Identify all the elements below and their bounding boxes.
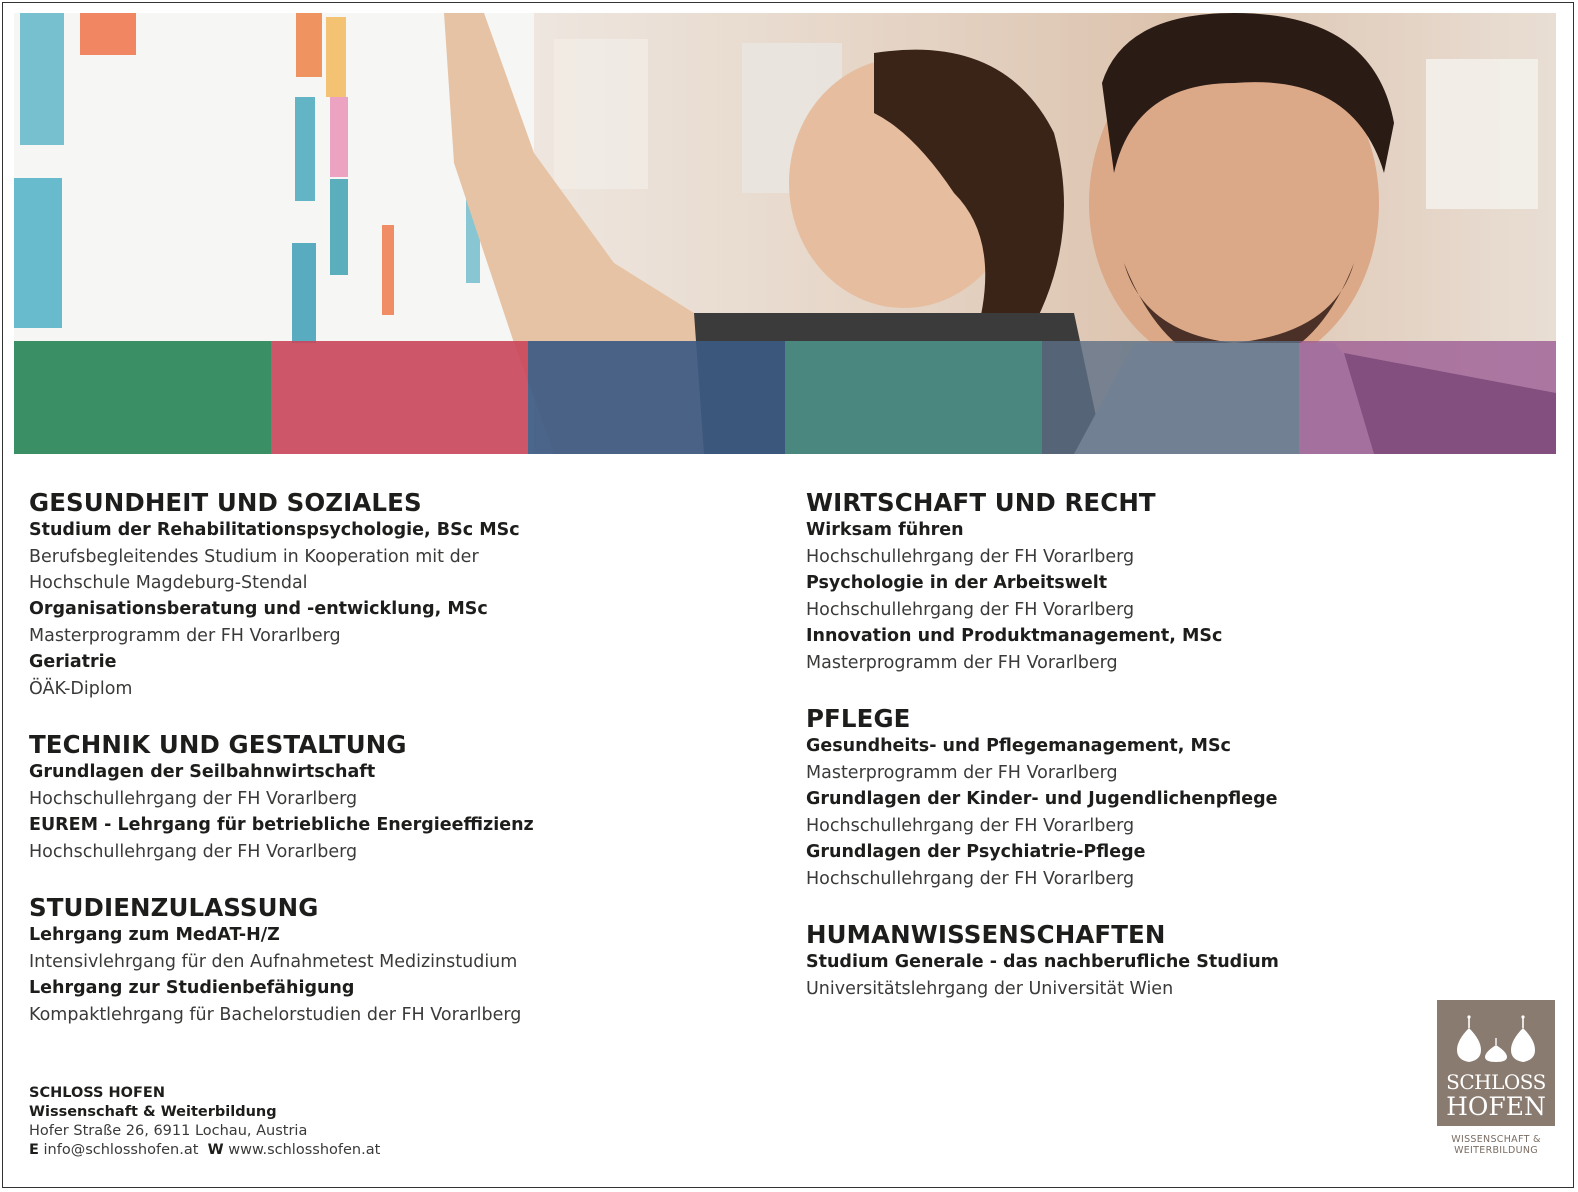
course-description: Masterprogramm der FH Vorarlberg bbox=[29, 626, 341, 646]
logo-tagline bbox=[1437, 1134, 1555, 1156]
course-description: Hochschullehrgang der FH Vorarlberg bbox=[806, 816, 1135, 836]
course-title: Lehrgang zum MedAT-H/Z bbox=[29, 925, 280, 945]
course-title: Gesundheits- und Pflegemanagement, MSc bbox=[806, 736, 1231, 756]
course-item bbox=[806, 623, 1526, 676]
course-title: Organisationsberatung und -entwicklung, MSc bbox=[29, 599, 488, 619]
course-item bbox=[29, 759, 769, 812]
right-column bbox=[806, 486, 1526, 1028]
course-title: Grundlagen der Seilbahnwirtschaft bbox=[29, 762, 376, 782]
course-description: Hochschullehrgang der FH Vorarlberg bbox=[806, 869, 1135, 889]
course-title: EUREM - Lehrgang für betriebliche Energieeffizienz bbox=[29, 815, 534, 835]
course-description: ÖÄK-Diplom bbox=[29, 679, 133, 699]
course-description: Masterprogramm der FH Vorarlberg bbox=[806, 763, 1118, 783]
footer-address: Hofer Straße 26, 6911 Lochau, Austria bbox=[29, 1123, 308, 1139]
section-studienzulassung bbox=[29, 891, 769, 1028]
course-description: Intensivlehrgang für den Aufnahmetest Medizinstudium bbox=[29, 952, 518, 972]
logo-wordmark-line1: SCHLOSS bbox=[1446, 1070, 1546, 1094]
course-description: Hochschullehrgang der FH Vorarlberg bbox=[806, 600, 1135, 620]
course-description: Hochschullehrgang der FH Vorarlberg bbox=[29, 842, 358, 862]
color-band-teal bbox=[785, 341, 1042, 454]
course-title: Psychologie in der Arbeitswelt bbox=[806, 573, 1108, 593]
course-description: Kompaktlehrgang für Bachelorstudien der FH Vorarlberg bbox=[29, 1005, 522, 1025]
web-link[interactable]: www.schlosshofen.at bbox=[228, 1142, 381, 1158]
section-title: WIRTSCHAFT UND RECHT bbox=[806, 488, 1156, 517]
footer-contact-line bbox=[29, 1141, 380, 1160]
color-band-red bbox=[271, 341, 528, 454]
course-title: Studium Generale - das nachberufliche Studium bbox=[806, 952, 1279, 972]
web-label: W bbox=[207, 1142, 224, 1158]
color-band-slate bbox=[1042, 341, 1299, 454]
schloss-hofen-logo bbox=[1437, 1000, 1555, 1126]
section-wirtschaft bbox=[806, 486, 1526, 676]
course-title: Wirksam führen bbox=[806, 520, 964, 540]
course-description: Berufsbegleitendes Studium in Kooperation mit der Hochschule Magdeburg-Stendal bbox=[29, 547, 479, 593]
header-photo bbox=[14, 13, 1556, 454]
color-band-green bbox=[14, 341, 271, 454]
course-item bbox=[806, 786, 1526, 839]
course-item bbox=[29, 649, 769, 702]
contact-footer bbox=[29, 1084, 380, 1160]
course-title: Lehrgang zur Studienbefähigung bbox=[29, 978, 355, 998]
email-link[interactable]: info@schlosshofen.at bbox=[43, 1142, 199, 1158]
section-title: PFLEGE bbox=[806, 704, 911, 733]
footer-subtitle: Wissenschaft & Weiterbildung bbox=[29, 1104, 277, 1120]
course-item bbox=[29, 922, 769, 975]
section-pflege bbox=[806, 702, 1526, 892]
course-item bbox=[29, 975, 769, 1028]
color-band-purple bbox=[1299, 341, 1556, 454]
section-technik bbox=[29, 728, 769, 865]
section-title: STUDIENZULASSUNG bbox=[29, 893, 319, 922]
course-title: Grundlagen der Kinder- und Jugendlichenpflege bbox=[806, 789, 1278, 809]
section-title: HUMANWISSENSCHAFTEN bbox=[806, 920, 1166, 949]
course-item bbox=[806, 517, 1526, 570]
course-title: Innovation und Produktmanagement, MSc bbox=[806, 626, 1223, 646]
logo-tagline-line1: WISSENSCHAFT & bbox=[1451, 1134, 1541, 1145]
course-description: Masterprogramm der FH Vorarlberg bbox=[806, 653, 1118, 673]
section-title: GESUNDHEIT UND SOZIALES bbox=[29, 488, 422, 517]
course-item bbox=[806, 733, 1526, 786]
logo-tagline-line2: WEITERBILDUNG bbox=[1454, 1145, 1538, 1156]
course-item bbox=[29, 812, 769, 865]
course-item bbox=[806, 570, 1526, 623]
color-band-strip bbox=[14, 341, 1556, 454]
course-title: Geriatrie bbox=[29, 652, 117, 672]
left-column bbox=[29, 486, 769, 1054]
section-title: TECHNIK UND GESTALTUNG bbox=[29, 730, 407, 759]
course-item bbox=[29, 596, 769, 649]
footer-org-name: SCHLOSS HOFEN bbox=[29, 1085, 165, 1101]
course-item bbox=[806, 839, 1526, 892]
logo-wordmark-line2: HOFEN bbox=[1446, 1092, 1546, 1121]
castle-towers-icon bbox=[1437, 1000, 1555, 1070]
section-humanwissenschaften bbox=[806, 918, 1526, 1002]
color-band-blue bbox=[528, 341, 785, 454]
course-item bbox=[29, 517, 769, 596]
course-description: Hochschullehrgang der FH Vorarlberg bbox=[29, 789, 358, 809]
course-title: Grundlagen der Psychiatrie-Pflege bbox=[806, 842, 1146, 862]
section-gesundheit bbox=[29, 486, 769, 702]
email-label: E bbox=[29, 1142, 39, 1158]
course-title: Studium der Rehabilitationspsychologie, BSc MSc bbox=[29, 520, 520, 540]
course-description: Universitätslehrgang der Universität Wien bbox=[806, 979, 1174, 999]
course-item bbox=[806, 949, 1526, 1002]
course-description: Hochschullehrgang der FH Vorarlberg bbox=[806, 547, 1135, 567]
